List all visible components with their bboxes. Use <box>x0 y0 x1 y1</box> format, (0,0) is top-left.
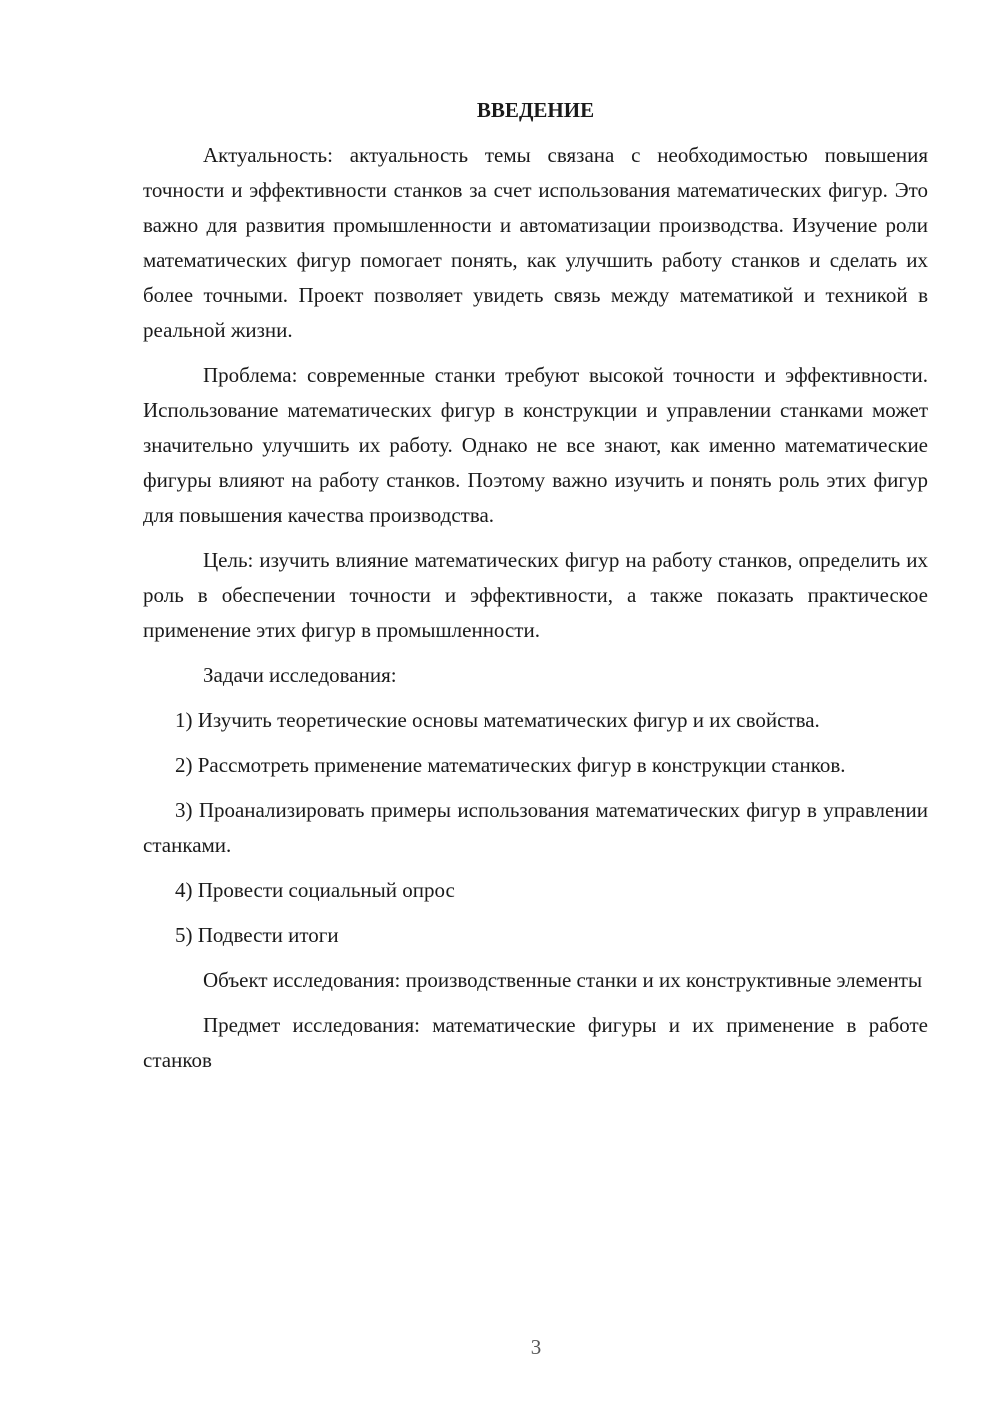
subject-paragraph: Предмет исследования: математические фигуры и их применение в работе станков <box>143 1013 928 1072</box>
task-item-3: 3) Проанализировать примеры использования математических фигур в управлении станками. <box>143 798 928 857</box>
object-paragraph: Объект исследования: производственные станки и их конструктивные элементы <box>203 968 923 992</box>
task-item-5: 5) Подвести итоги <box>175 923 339 947</box>
task-item-1: 1) Изучить теоретические основы математических фигур и их свойства. <box>175 708 820 732</box>
goal-paragraph: Цель: изучить влияние математических фигур на работу станков, определить их роль в обеспечении точности и эффективности, а также показать практическое применение этих фигур в промышленности. <box>143 548 928 642</box>
page-number: 3 <box>530 1335 542 1359</box>
problem-paragraph: Проблема: современные станки требуют высокой точности и эффективности. Использование математических фигур в конструкции и управлении станками может значительно улучшить их работу. Однако не все знают, как именно математические фигуры влияют на работу станков. Поэтому важно изучить и понять роль этих фигур для повышения качества производства. <box>143 363 928 527</box>
document-page <box>143 93 928 1088</box>
task-item-2: 2) Рассмотреть применение математических фигур в конструкции станков. <box>175 753 846 777</box>
relevance-paragraph: Актуальность: актуальность темы связана с необходимостью повышения точности и эффективности станков за счет использования математических фигур. Это важно для развития промышленности и автоматизации производства. Изучение роли математических фигур помогает понять, как улучшить работу станков и сделать их более точными. Проект позволяет увидеть связь между математикой и техникой в реальной жизни. <box>143 143 928 342</box>
page-title: ВВЕДЕНИЕ <box>476 98 595 122</box>
task-item-4: 4) Провести социальный опрос <box>175 878 455 902</box>
tasks-heading: Задачи исследования: <box>203 663 397 687</box>
